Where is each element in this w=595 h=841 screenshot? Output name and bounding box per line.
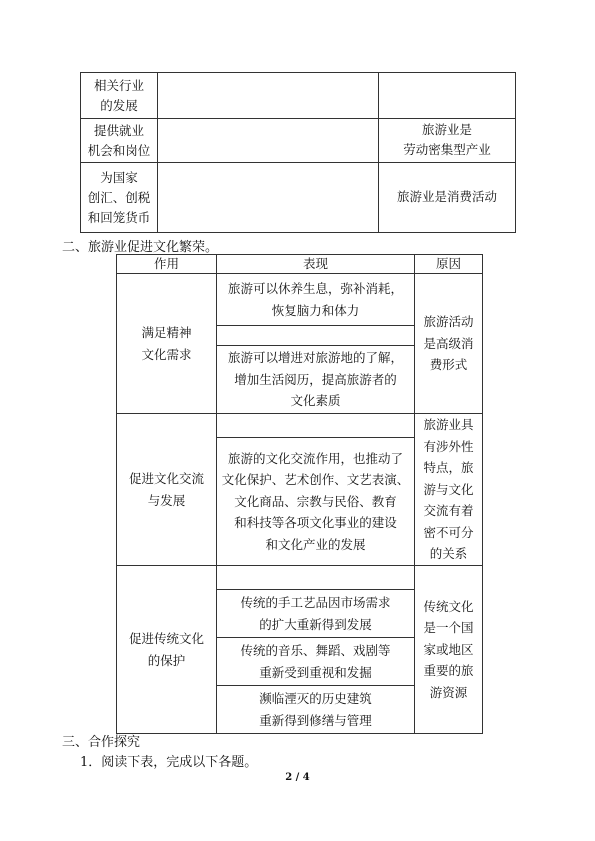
item-cell bbox=[217, 686, 415, 734]
reason-cell bbox=[415, 274, 483, 414]
cell-line: 重新得到修缮与管理 bbox=[259, 712, 372, 728]
item-cell bbox=[217, 638, 415, 686]
table-cell-role bbox=[81, 119, 158, 163]
reason-cell bbox=[415, 414, 483, 566]
culture-table bbox=[116, 254, 483, 734]
cell-line: 机会和岗位 bbox=[87, 142, 151, 158]
cell-line: 的发展 bbox=[100, 97, 138, 113]
header-cell: 表现 bbox=[217, 255, 415, 274]
industry-table bbox=[80, 72, 516, 233]
cell-line: 满足精神 bbox=[141, 325, 192, 340]
table-cell-reason bbox=[379, 163, 516, 233]
item-cell bbox=[217, 346, 415, 414]
role-cell bbox=[117, 274, 217, 414]
cell-line: 文化商品、宗教与民俗、教育 bbox=[234, 493, 397, 509]
role-cell bbox=[117, 566, 217, 734]
cell-line: 旅游活动 bbox=[423, 314, 474, 330]
cell-line: 文化保护、艺术创作、文艺表演、 bbox=[221, 472, 410, 488]
cell-line: 和文化产业的发展 bbox=[265, 536, 366, 552]
cell-line: 费形式 bbox=[429, 357, 468, 373]
cell-line: 促进传统文化 bbox=[128, 631, 204, 646]
section-heading: 二、旅游业促进文化繁荣。 bbox=[62, 240, 219, 255]
cell-line: 的保护 bbox=[147, 652, 186, 668]
header-cell: 原因 bbox=[415, 255, 483, 274]
cell-line: 重要的旅 bbox=[423, 663, 474, 679]
cell-line: 旅游业是消费活动 bbox=[396, 188, 497, 204]
cell-line: 促进文化交流 bbox=[128, 471, 204, 486]
table-cell-role bbox=[81, 163, 158, 233]
cell-line: 有涉外性 bbox=[423, 438, 474, 454]
cell-line: 游资源 bbox=[429, 684, 468, 700]
cell-line: 旅游可以增进对旅游地的了解， bbox=[227, 350, 403, 366]
cell-line: 为国家 bbox=[100, 169, 138, 185]
item-cell-empty bbox=[217, 326, 415, 346]
cell-line: 特点，旅 bbox=[423, 460, 474, 476]
item-cell bbox=[217, 590, 415, 638]
cell-line: 相关行业 bbox=[93, 77, 144, 93]
cell-line: 的扩大重新得到发展 bbox=[259, 616, 372, 632]
cell-line: 是一个国 bbox=[423, 620, 474, 636]
cell-line: 提供就业 bbox=[93, 122, 144, 138]
table-row bbox=[117, 566, 483, 590]
table-cell-empty bbox=[158, 73, 379, 119]
cell-line: 传统的手工艺品因市场需求 bbox=[240, 595, 391, 610]
cell-line: 是高级消 bbox=[423, 335, 474, 351]
cell-line: 增加生活阅历，提高旅游者的 bbox=[234, 371, 397, 387]
item-cell bbox=[217, 438, 415, 566]
table-row bbox=[81, 73, 516, 119]
item-cell-empty bbox=[217, 414, 415, 438]
cell-line: 文化需求 bbox=[141, 346, 192, 362]
cell-line: 旅游业是 bbox=[421, 122, 472, 137]
table-cell-empty bbox=[158, 163, 379, 233]
header-cell: 作用 bbox=[117, 255, 217, 274]
reason-cell bbox=[415, 566, 483, 734]
cell-line: 濒临湮灭的历史建筑 bbox=[259, 691, 372, 706]
question-item: 1．阅读下表，完成以下各题。 bbox=[80, 755, 258, 770]
table-row bbox=[81, 119, 516, 163]
cell-line: 创汇、创税 bbox=[87, 189, 151, 205]
table-cell-reason bbox=[379, 73, 516, 119]
cell-line: 旅游的文化交流作用，也推动了 bbox=[227, 450, 403, 466]
cell-line: 与发展 bbox=[147, 492, 186, 508]
cell-line: 和回笼货币 bbox=[87, 209, 151, 225]
cell-line: 家或地区 bbox=[423, 641, 474, 657]
cell-line: 密不可分 bbox=[423, 524, 474, 540]
table-header-row bbox=[117, 255, 483, 274]
cell-line: 文化素质 bbox=[290, 393, 341, 409]
cell-line: 恢复脑力和体力 bbox=[271, 302, 360, 318]
cell-line: 重新受到重视和发掘 bbox=[259, 664, 372, 680]
table-row bbox=[117, 274, 483, 326]
cell-line: 和科技等各项文化事业的建设 bbox=[234, 515, 397, 531]
role-cell bbox=[117, 414, 217, 566]
cell-line: 传统文化 bbox=[423, 598, 474, 614]
item-cell bbox=[217, 274, 415, 326]
table-row bbox=[117, 414, 483, 438]
cell-line: 游与文化 bbox=[423, 481, 474, 497]
cell-line: 旅游业具 bbox=[423, 417, 474, 433]
item-cell-empty bbox=[217, 566, 415, 590]
table-cell-empty bbox=[158, 119, 379, 163]
table-row bbox=[81, 163, 516, 233]
table-cell-role bbox=[81, 73, 158, 119]
cell-line: 交流有着 bbox=[423, 503, 474, 519]
table-cell-reason bbox=[379, 119, 516, 163]
page-number: 2 / 4 bbox=[285, 772, 310, 783]
cell-line: 劳动密集型产业 bbox=[403, 142, 491, 157]
cell-line: 旅游可以休养生息，弥补消耗， bbox=[227, 281, 403, 296]
cell-line: 的关系 bbox=[429, 546, 468, 562]
cell-line: 传统的音乐、舞蹈、戏剧等 bbox=[240, 643, 391, 658]
section-heading: 三、合作探究 bbox=[62, 735, 141, 750]
